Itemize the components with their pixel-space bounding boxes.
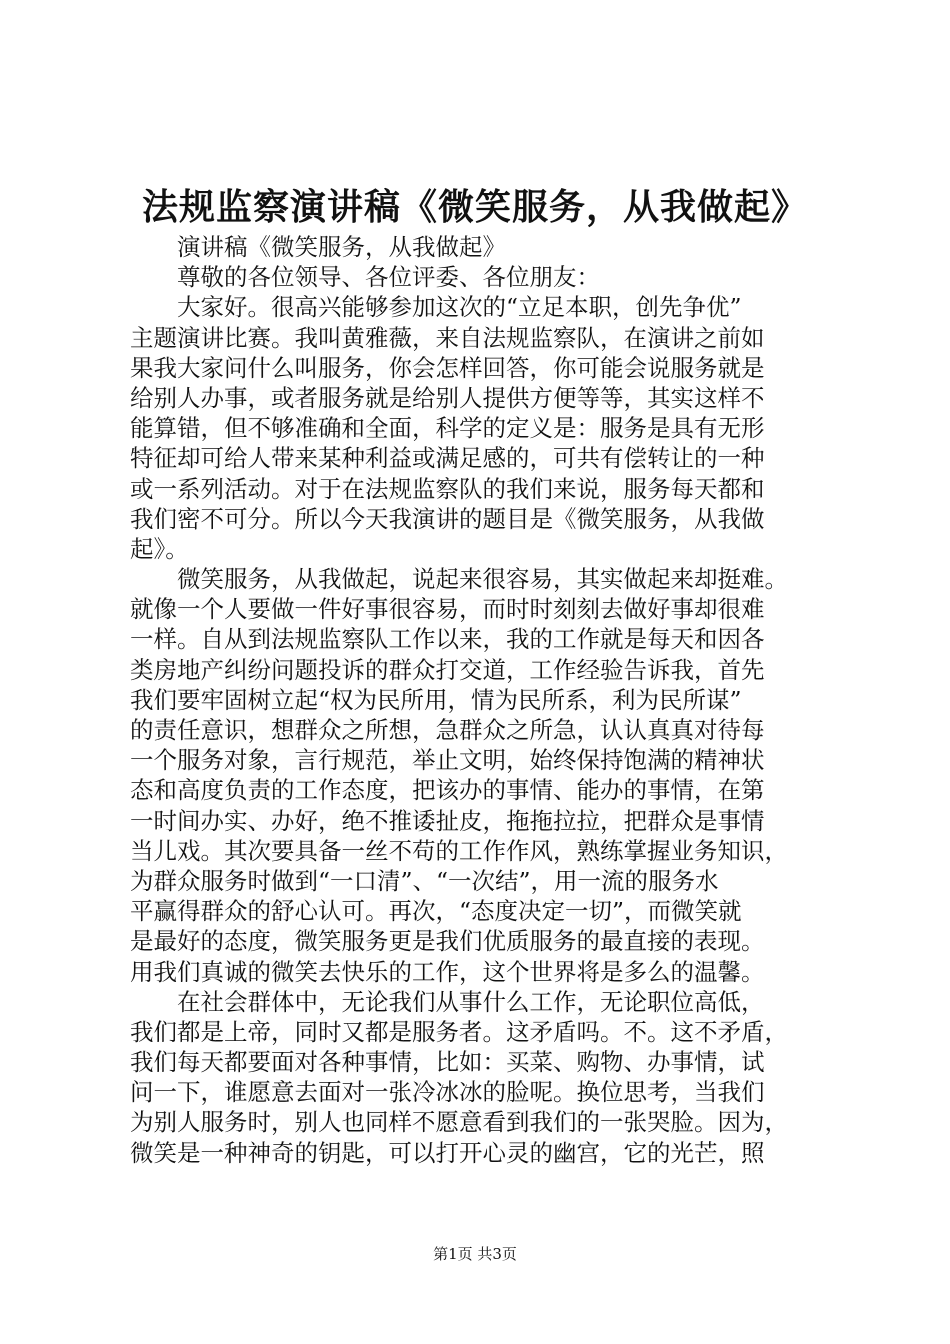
page-footer: 第1页 共3页 xyxy=(433,1245,517,1263)
text-line: 为别人服务时，别人也同样不愿意看到我们的一张哭脸。因为， xyxy=(130,1108,788,1137)
text-line: 一时间办实、办好，绝不推诿扯皮，拖拖拉拉，把群众是事情 xyxy=(130,806,765,835)
text-line: 我们每天都要面对各种事情，比如：买菜、购物、办事情，试 xyxy=(130,1048,765,1077)
text-line: 我们密不可分。所以今天我演讲的题目是《微笑服务，从我做 xyxy=(130,504,765,533)
text-line: 用我们真诚的微笑去快乐的工作，这个世界将是多么的温馨。 xyxy=(130,957,765,986)
document-title: 法规监察演讲稿《微笑服务，从我做起》 xyxy=(141,186,808,228)
text-line: 问一下，谁愿意去面对一张冷冰冰的脸呢。换位思考，当我们 xyxy=(130,1078,765,1107)
text-line: 演讲稿《微笑服务，从我做起》 xyxy=(177,233,506,261)
text-line: 我们要牢固树立起“权为民所用，情为民所系，利为民所谋” xyxy=(130,685,742,714)
text-line: 主题演讲比赛。我叫黄雅薇，来自法规监察队，在演讲之前如 xyxy=(130,323,765,352)
text-line: 当儿戏。其次要具备一丝不苟的工作作风，熟练掌握业务知识， xyxy=(130,836,788,865)
text-line: 我们都是上帝，同时又都是服务者。这矛盾吗。不。这不矛盾， xyxy=(130,1017,788,1046)
text-line: 大家好。很高兴能够参加这次的“立足本职，创先争优” xyxy=(177,293,742,322)
text-line: 一个服务对象，言行规范，举止文明，始终保持饱满的精神状 xyxy=(130,746,765,775)
text-line: 是最好的态度，微笑服务更是我们优质服务的最直接的表现。 xyxy=(130,927,765,956)
text-line: 态和高度负责的工作态度，把该办的事情、能办的事情，在第 xyxy=(130,776,765,805)
text-line: 给别人办事，或者服务就是给别人提供方便等等，其实这样不 xyxy=(130,383,765,412)
text-line: 或一系列活动。对于在法规监察队的我们来说，服务每天都和 xyxy=(130,474,765,503)
text-line: 平赢得群众的舒心认可。再次，“态度决定一切”，而微笑就 xyxy=(130,897,742,926)
text-line: 类房地产纠纷问题投诉的群众打交道，工作经验告诉我，首先 xyxy=(130,655,765,684)
text-line: 为群众服务时做到“一口清”、“一次结”，用一流的服务水 xyxy=(130,866,719,895)
text-line: 尊敬的各位领导、各位评委、各位朋友： xyxy=(177,263,600,292)
text-line: 特征却可给人带来某种利益或满足感的，可共有偿转让的一种 xyxy=(130,444,765,473)
document-body xyxy=(130,232,830,1168)
text-line: 能算错，但不够准确和全面，科学的定义是：服务是具有无形 xyxy=(130,414,765,443)
text-line: 微笑服务，从我做起，说起来很容易，其实做起来却挺难。 xyxy=(177,565,788,594)
text-line: 的责任意识，想群众之所想，急群众之所急，认认真真对待每 xyxy=(130,716,765,744)
text-line: 一样。自从到法规监察队工作以来，我的工作就是每天和因各 xyxy=(130,625,765,654)
text-line: 微笑是一种神奇的钥匙，可以打开心灵的幽宫，它的光芒，照 xyxy=(130,1138,765,1167)
text-line: 在社会群体中，无论我们从事什么工作，无论职位高低， xyxy=(177,987,765,1016)
text-line: 起》。 xyxy=(130,534,189,563)
text-line: 果我大家问什么叫服务，你会怎样回答，你可能会说服务就是 xyxy=(130,353,765,382)
text-line: 就像一个人要做一件好事很容易，而时时刻刻去做好事却很难 xyxy=(130,595,765,624)
